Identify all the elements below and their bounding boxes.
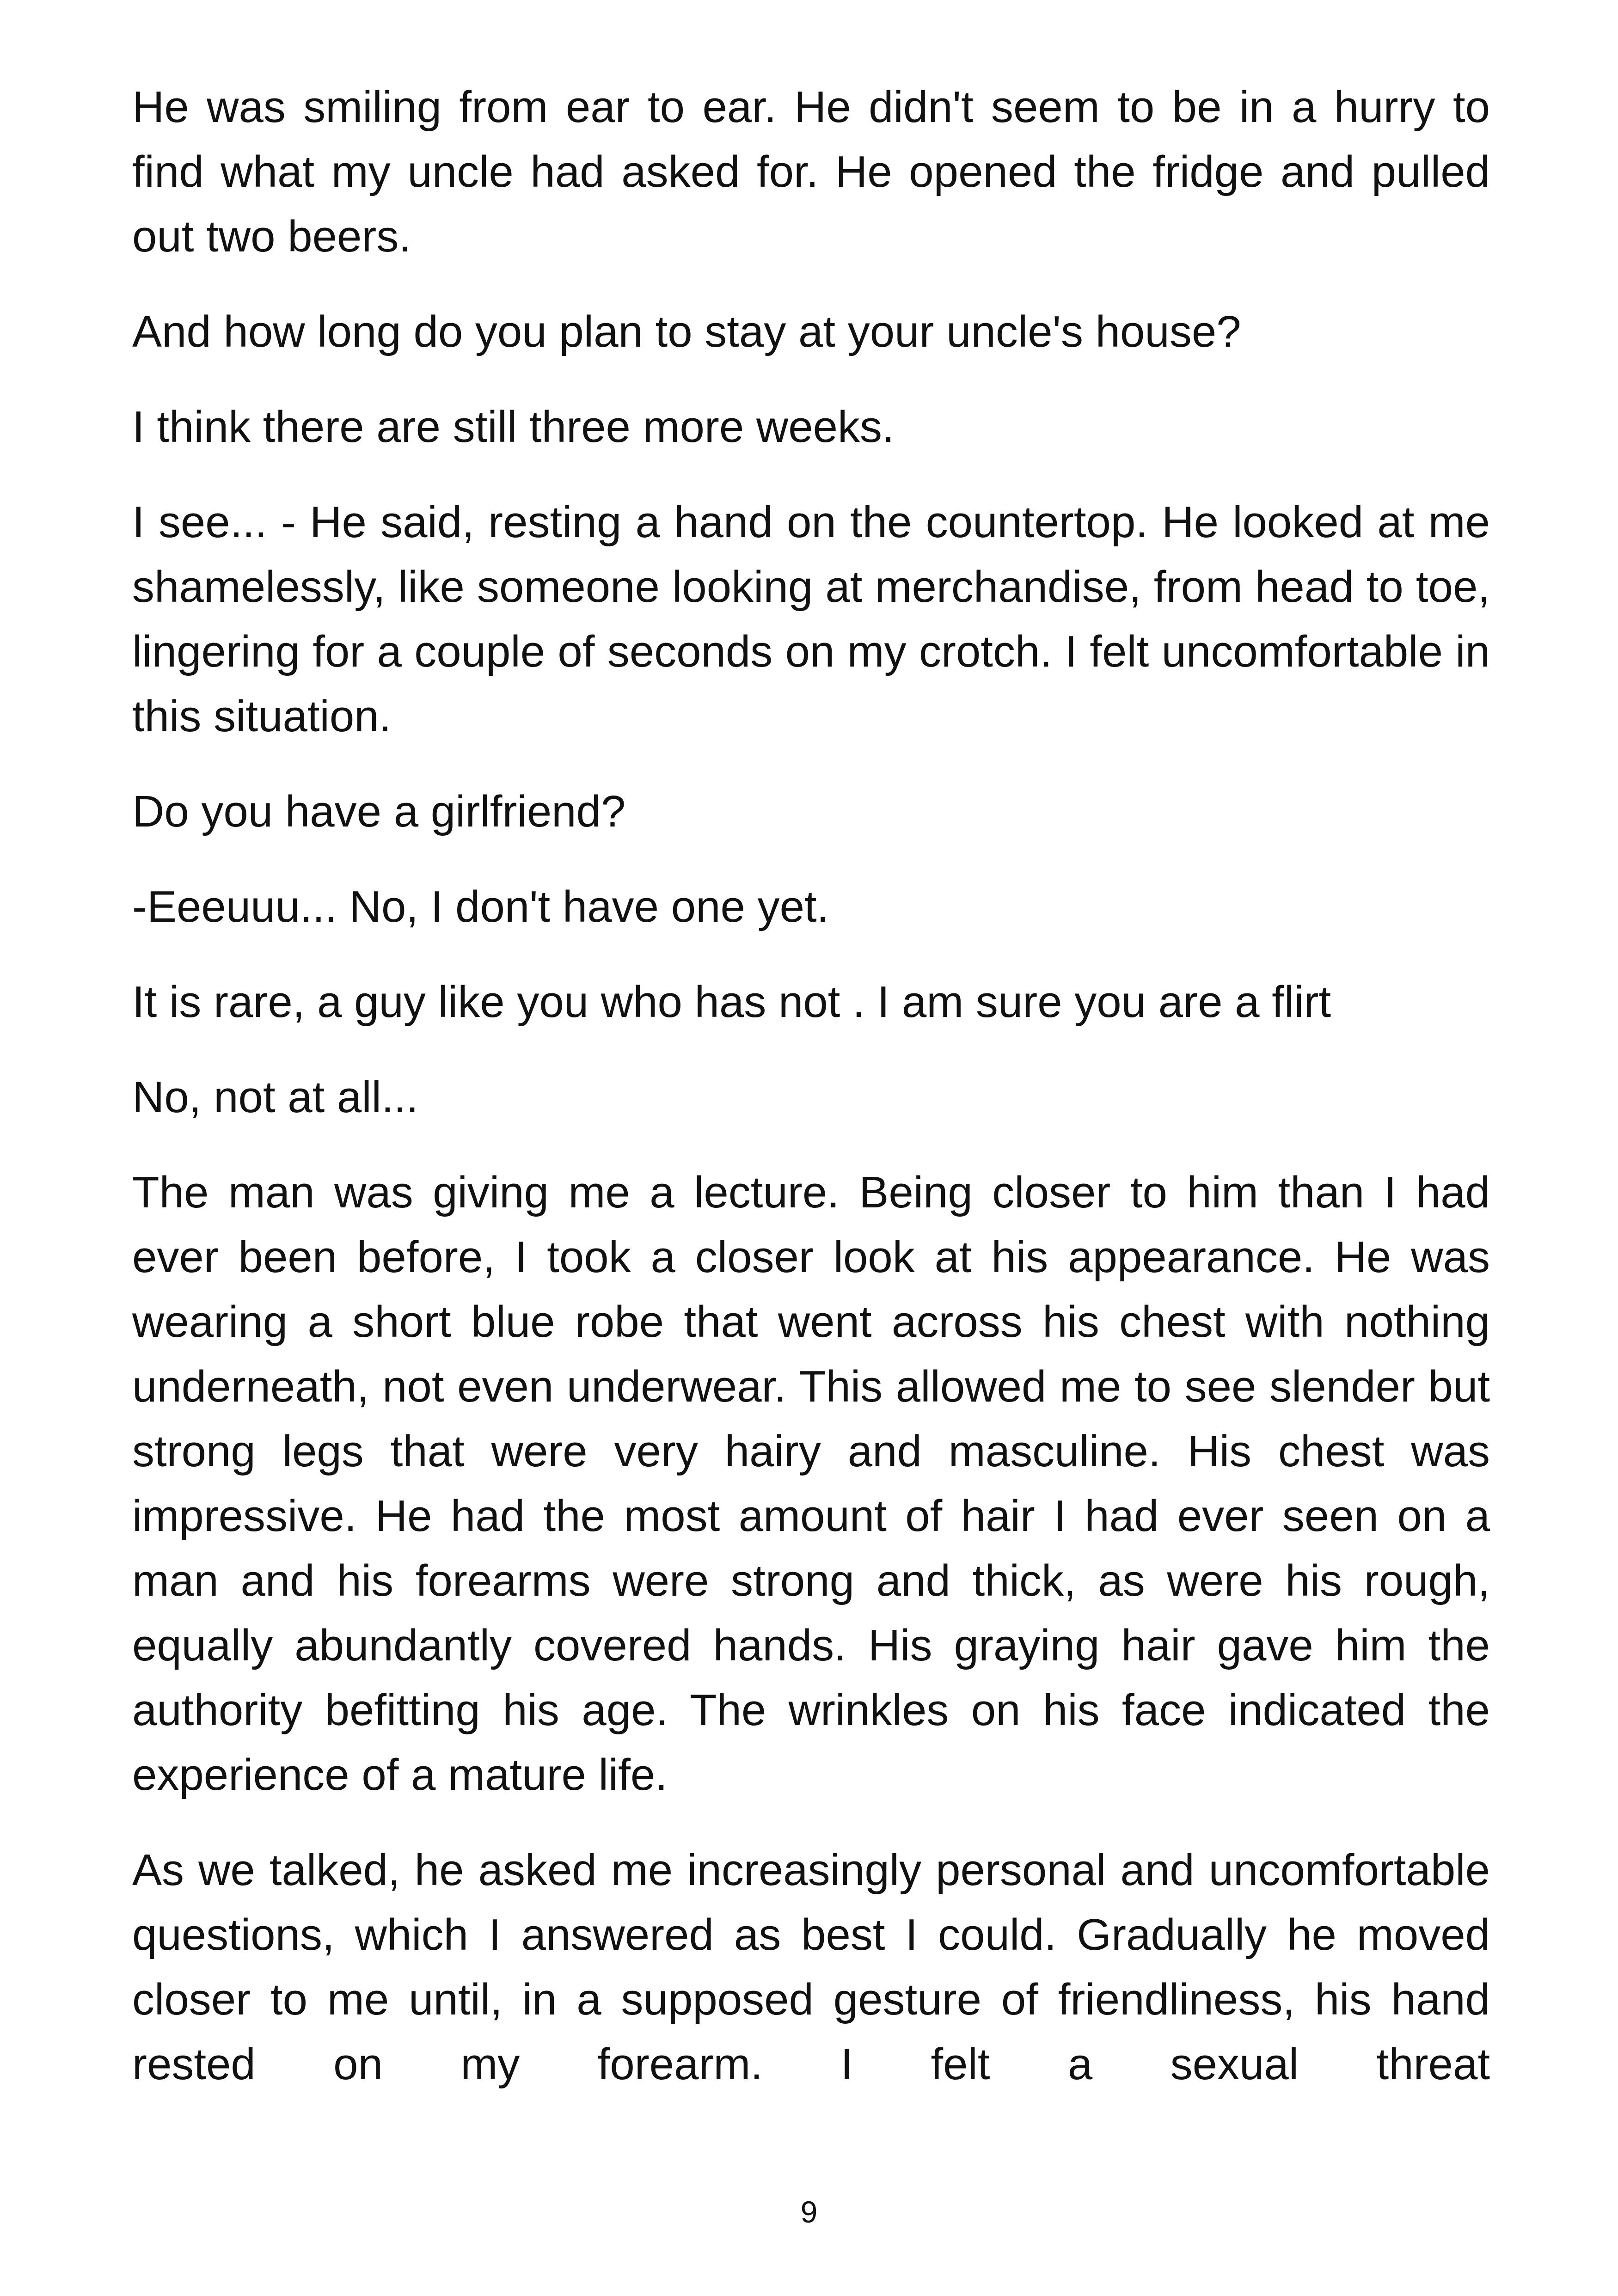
paragraph: Do you have a girlfriend? (132, 787, 626, 836)
body-text (132, 75, 1490, 2097)
paragraph: I think there are still three more weeks. (132, 402, 895, 452)
paragraph: He was smiling from ear to ear. He didn't seem to be in a hurry to find what my uncle had asked for. He opened the fridge and pulled out two beers. (132, 82, 1490, 261)
paragraph: No, not at all... (132, 1072, 418, 1122)
paragraph: I see... - He said, resting a hand on the countertop. He looked at me shamelessly, like someone looking at merchandise, from head to toe, lingering for a couple of seconds on my crotch. I felt uncomfortable in this situation. (132, 497, 1490, 741)
page-number: 9 (800, 2195, 818, 2229)
paragraph: And how long do you plan to stay at your uncle's house? (132, 307, 1241, 356)
paragraph: The man was giving me a lecture. Being closer to him than I had ever been before, I took a closer look at his appearance. He was wearing a short blue robe that went across his chest with nothing underneath, not even underwear. This allowed me to see slender but strong legs that were very hairy and masculine. His chest was impressive. He had the most amount of hair I had ever seen on a man and his forearms were strong and thick, as were his rough, equally abundantly covered hands. His graying hair gave him the authority befitting his age. The wrinkles on his face indicated the experience of a mature life. (132, 1168, 1490, 1800)
paragraph: It is rare, a guy like you who has not . I am sure you are a flirt (132, 977, 1331, 1027)
paragraph: As we talked, he asked me increasingly personal and uncomfortable questions, which I answered as best I could. Gradually he moved closer to me until, in a supposed gesture of friendliness, his hand rested on my forearm. I felt a sexual threat (132, 1845, 1490, 2089)
paragraph: -Eeeuuu... No, I don't have one yet. (132, 882, 829, 931)
